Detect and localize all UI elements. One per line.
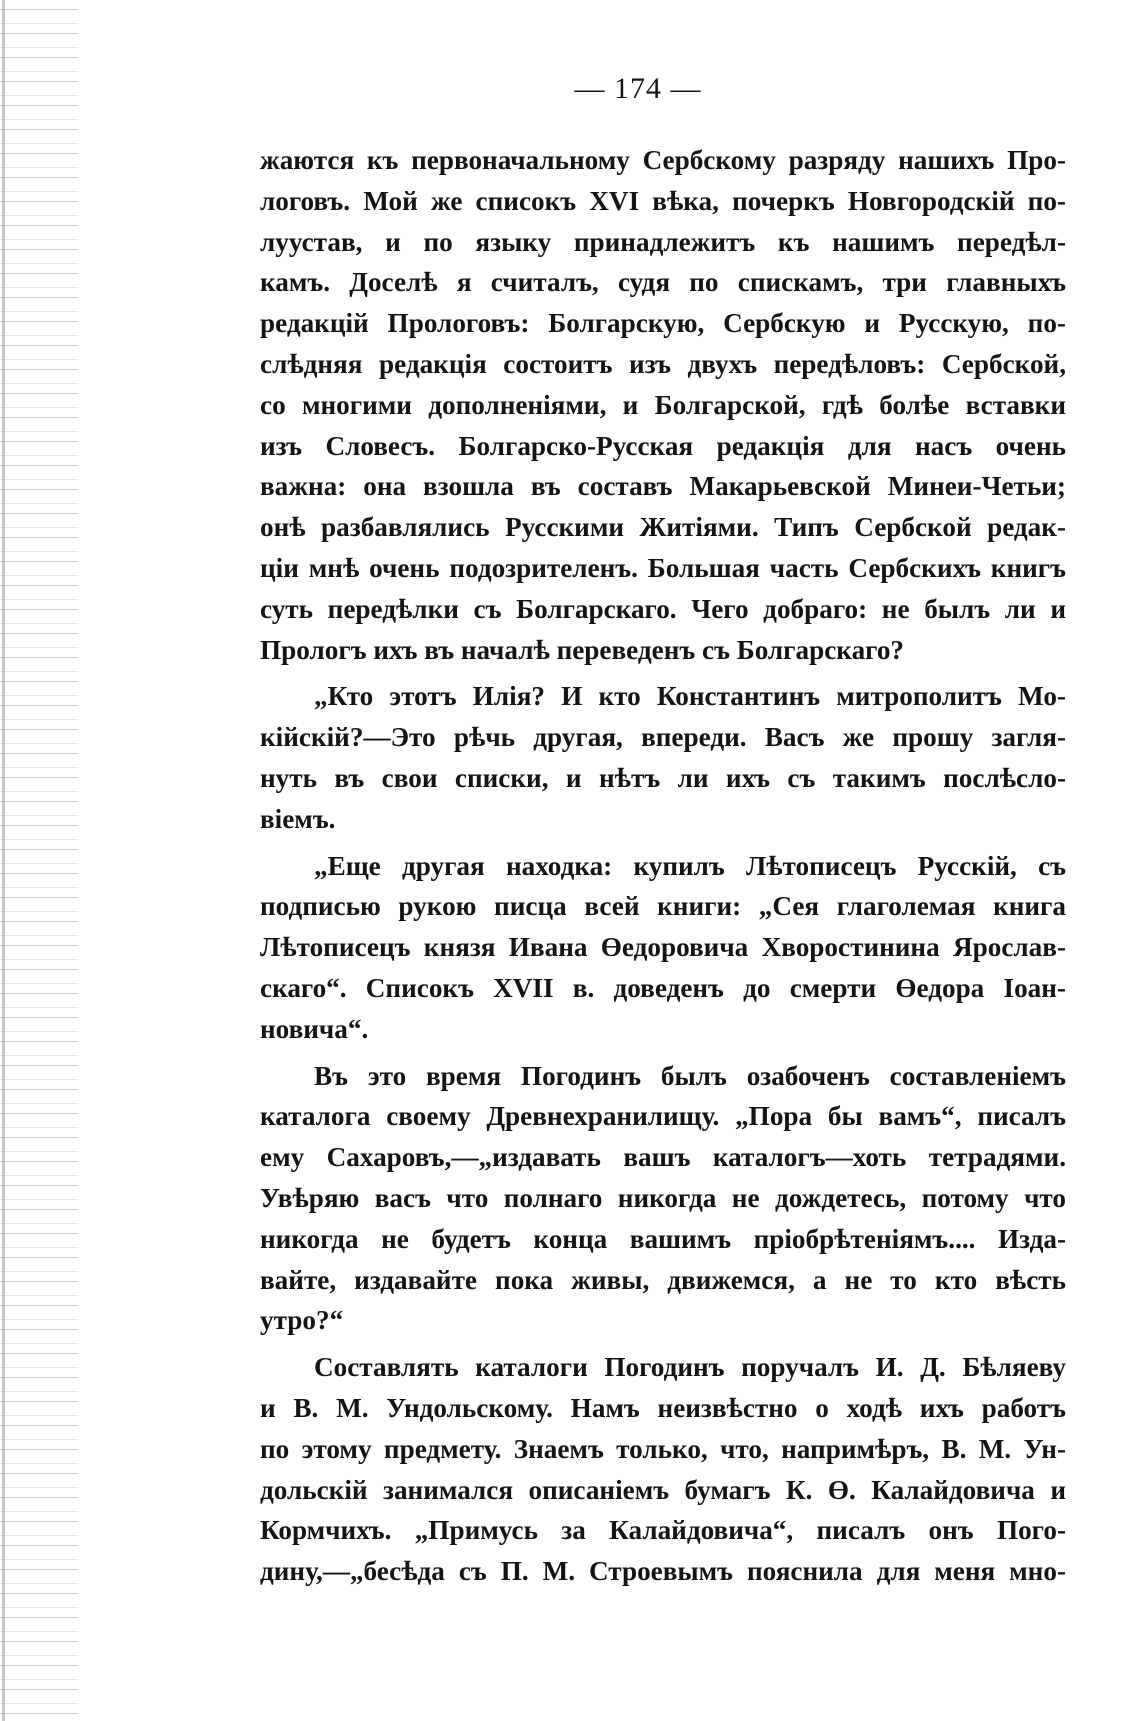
text-line: подписью рукою писца всей книги: „Сея глаголемая книга: [260, 891, 1066, 922]
page-number: — 174 —: [574, 72, 702, 105]
text-line: скаго“. Списокъ XVII в. доведенъ до смерти Өедора Іоан-: [260, 972, 1066, 1003]
text-line: „Кто этотъ Илія? И кто Константинъ митрополитъ Мо-: [314, 681, 1066, 712]
text-line: дину,—„бесѣда съ П. М. Строевымъ пояснила для меня мно-: [260, 1556, 1066, 1587]
text-line: кійскій?—Это рѣчь другая, впереди. Васъ же прошу загля-: [260, 722, 1066, 753]
text-line: изъ Словесъ. Болгарско-Русская редакція для насъ очень: [260, 430, 1066, 461]
text-line: „Еще другая находка: купилъ Лѣтописецъ Русскій, съ: [314, 850, 1066, 881]
text-line: суть передѣлки съ Болгарскаго. Чего добраго: не былъ ли и: [260, 593, 1066, 624]
text-line: важна: она взошла въ составъ Макарьевской Минеи-Четьи;: [260, 471, 1066, 502]
text-line: Увѣряю васъ что полнаго никогда не дождетесь, потому что: [260, 1182, 1066, 1213]
text-line: слѣдняя редакція состоитъ изъ двухъ передѣловъ: Сербской,: [260, 348, 1066, 379]
text-line: нуть въ свои списки, и нѣтъ ли ихъ съ такимъ послѣсло-: [260, 762, 1066, 793]
text-line: дольскій занимался описаніемъ бумагъ К. Ө. Калайдовича и: [260, 1474, 1066, 1505]
text-line: редакцій Прологовъ: Болгарскую, Сербскую и Русскую, по-: [260, 308, 1066, 339]
text-line: и В. М. Ундольскому. Намъ неизвѣстно о ходѣ ихъ работъ: [260, 1392, 1066, 1423]
text-line: віемъ.: [260, 803, 336, 834]
text-line: логовъ. Мой же списокъ XVI вѣка, почеркъ Новгородскій по-: [260, 185, 1066, 216]
text-line: жаются къ первоначальному Сербскому разряду нашихъ Про-: [260, 145, 1066, 175]
scan-edge: [0, 0, 78, 1721]
body-text: [260, 140, 1066, 1592]
text-line: Въ это время Погодинъ былъ озабоченъ составленіемъ: [314, 1060, 1066, 1091]
text-line: вайте, издавайте пока живы, движемся, а не то кто вѣсть: [260, 1264, 1066, 1295]
text-line: со многими дополненіями, и Болгарской, гдѣ болѣе вставки: [260, 389, 1066, 420]
text-line: каталога своему Древнехранилищу. „Пора бы вамъ“, писалъ: [260, 1101, 1066, 1132]
text-line: онѣ разбавлялись Русскими Житіями. Типъ Сербской редак-: [260, 512, 1066, 543]
text-line: Прологъ ихъ въ началѣ переведенъ съ Болгарскаго?: [260, 634, 905, 665]
text-line: Составлять каталоги Погодинъ поручалъ И. Д. Бѣляеву: [314, 1352, 1066, 1383]
text-line: никогда не будетъ конца вашимъ пріобрѣтеніямъ.... Изда-: [260, 1223, 1066, 1254]
text-line: по этому предмету. Знаемъ только, что, напримѣръ, В. М. Ун-: [260, 1433, 1066, 1464]
text-line: Лѣтописецъ князя Ивана Өедоровича Хворостинина Ярослав-: [260, 932, 1066, 963]
text-line: Кормчихъ. „Примусь за Калайдовича“, писалъ онъ Пого-: [260, 1515, 1066, 1546]
text-line: ему Сахаровъ,—„издавать вашъ каталогъ—хоть тетрадями.: [260, 1142, 1066, 1173]
text-line: ціи мнѣ очень подозрителенъ. Большая часть Сербскихъ книгъ: [260, 552, 1066, 583]
text-line: утро?“: [260, 1305, 344, 1336]
text-line: камъ. Доселѣ я считалъ, судя по спискамъ, три главныхъ: [260, 267, 1066, 298]
text-line: луустав, и по языку принадлежитъ къ нашимъ передѣл-: [260, 226, 1066, 257]
text-line: новича“.: [260, 1013, 369, 1044]
